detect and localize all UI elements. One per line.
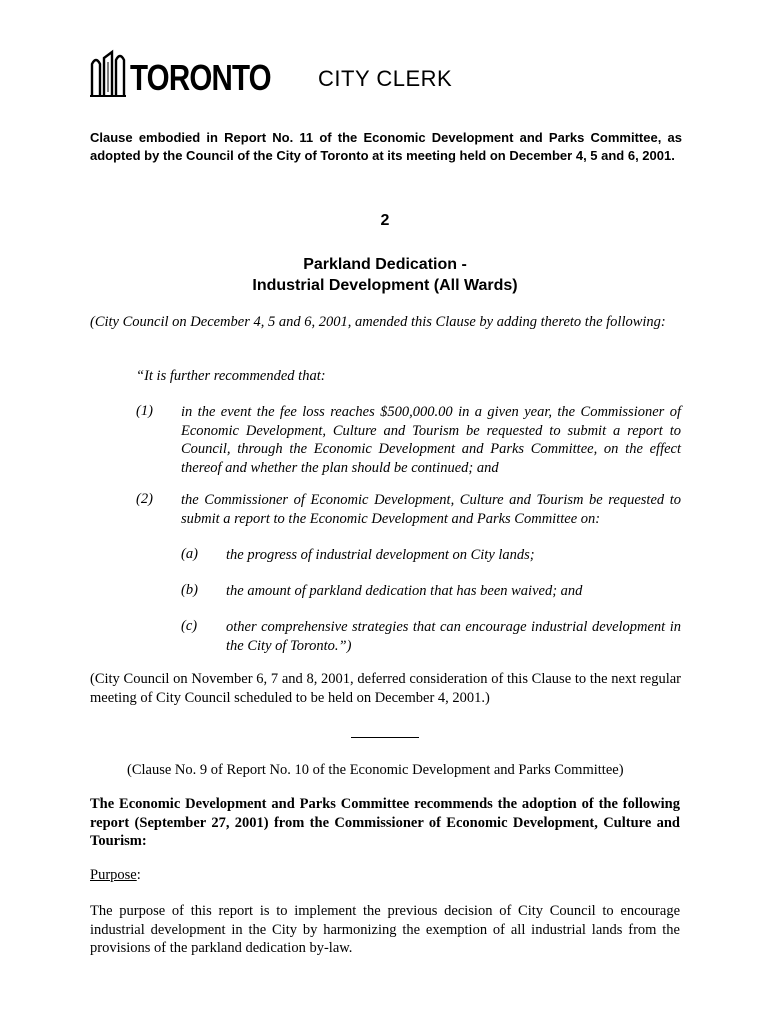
committee-recommendation: The Economic Development and Parks Committee recommends the adoption of the following report (September 27, 2001) from the Commissioner of Economic Development, Culture and Tourism: [90, 796, 680, 849]
item-1-number: (1) [136, 403, 153, 419]
clause-reference: (Clause No. 9 of Report No. 10 of the Economic Development and Parks Committee) [127, 762, 624, 778]
subitem-a-text: the progress of industrial development on City lands; [226, 547, 535, 563]
logo-wordmark: TORONTO [130, 57, 271, 98]
title-line-2: Industrial Development (All Wards) [252, 277, 518, 294]
purpose-heading-colon: : [136, 867, 141, 883]
separator-rule [351, 737, 419, 738]
item-number: 2 [380, 212, 390, 229]
item-1-text: in the event the fee loss reaches $500,000.00 in a given year, the Commissioner of Economic Development, Culture and Tourism be requested to submit a report to Council, through the Economic Development and Parks Committee, on the effect thereof and whether the plan should be continued; and [181, 404, 681, 476]
subitem-c-text: other comprehensive strategies that can encourage industrial development in the City of Toronto.”) [226, 619, 681, 654]
item-2-number: (2) [136, 491, 153, 507]
department-title: CITY CLERK [318, 66, 453, 91]
deferral-note: (City Council on November 6, 7 and 8, 2001, deferred consideration of this Clause to the next regular meeting of City Council scheduled to be held on December 4, 2001.) [90, 671, 681, 706]
amendment-intro: (City Council on December 4, 5 and 6, 2001, amended this Clause by adding thereto the following: [90, 314, 666, 330]
page-title [0, 254, 770, 296]
purpose-text: The purpose of this report is to implement the previous decision of City Council to encourage industrial development in the City by harmonizing the exemption of all industrial lands from the provisions of the parkland dedication by-law. [90, 903, 680, 956]
city-hall-icon [90, 48, 126, 98]
clause-intro: Clause embodied in Report No. 11 of the Economic Development and Parks Committee, as adopted by the Council of the City of Toronto at its meeting held on December 4, 5 and 6, 2001. [90, 130, 682, 163]
subitem-c-number: (c) [181, 618, 198, 634]
title-line-1: Parkland Dedication - [303, 256, 467, 273]
subitem-b-text: the amount of parkland dedication that has been waived; and [226, 583, 583, 599]
purpose-heading [90, 866, 390, 885]
amendment-lead: “It is further recommended that: [136, 368, 326, 384]
item-2-text: the Commissioner of Economic Development, Culture and Tourism be requested to submit a report to the Economic Development and Parks Committee on: [181, 492, 681, 527]
purpose-heading-label: Purpose [90, 867, 137, 883]
subitem-a-number: (a) [181, 546, 198, 562]
toronto-logo [90, 48, 302, 98]
subitem-b-number: (b) [181, 582, 198, 598]
